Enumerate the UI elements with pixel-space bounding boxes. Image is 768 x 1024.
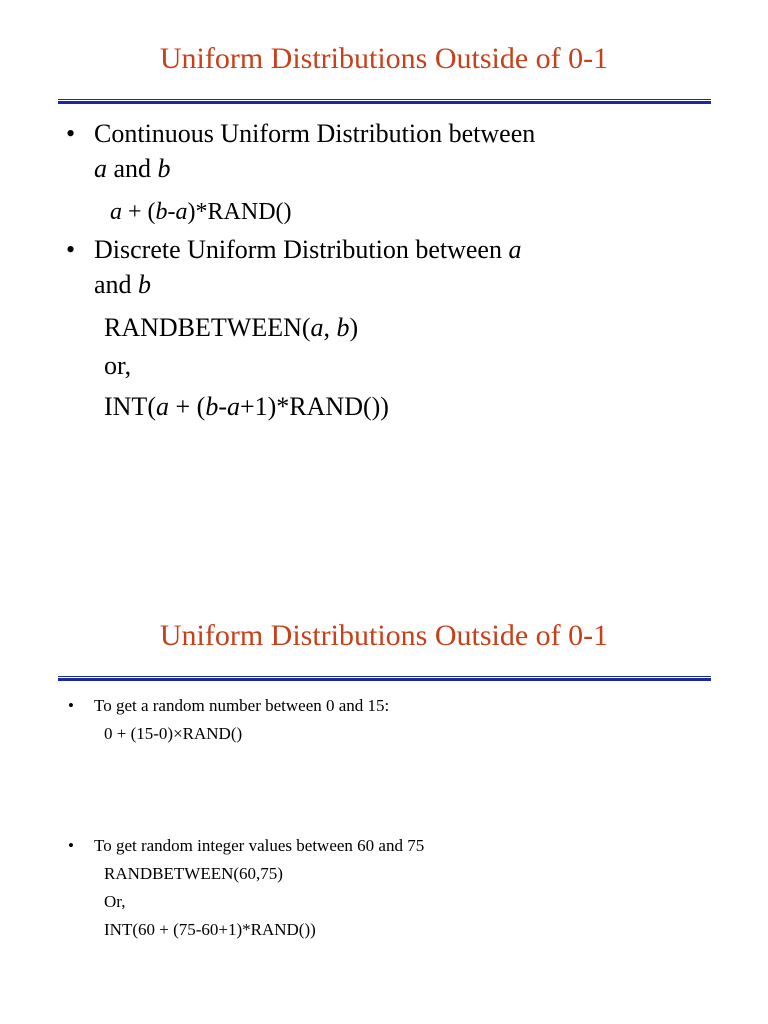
slide-2 xyxy=(0,512,768,1024)
var-a: a xyxy=(310,313,324,342)
slide-2-title-rule xyxy=(58,676,711,682)
var-a: a xyxy=(508,235,522,264)
var-b: b xyxy=(205,392,219,421)
var-b: b xyxy=(138,270,152,299)
continuous-formula xyxy=(110,196,292,228)
rule-thin-line xyxy=(58,99,711,100)
or-text: or, xyxy=(104,351,132,380)
text-and: and xyxy=(94,270,139,299)
rule-thick-line xyxy=(58,101,711,104)
formula-text: RANDBETWEEN( xyxy=(104,313,311,342)
bullet-text: Discrete Uniform Distribution between xyxy=(94,235,509,264)
rule-thick-line xyxy=(58,678,711,681)
bullet-discrete-line2 xyxy=(94,269,151,301)
formula-text: - xyxy=(167,199,176,225)
formula-text: + ( xyxy=(122,199,156,225)
or-text: Or, xyxy=(104,892,126,911)
var-a: a xyxy=(226,392,240,421)
rule-thin-line xyxy=(58,676,711,677)
formula-text: - xyxy=(218,392,227,421)
formula-text: , xyxy=(323,313,337,342)
bullet-dot: • xyxy=(66,119,76,148)
var-b: b xyxy=(155,199,168,225)
bullet-dot: • xyxy=(66,235,76,264)
formula-text: +1)*RAND()) xyxy=(239,392,389,421)
var-a: a xyxy=(155,392,169,421)
random-number-formula: 0 + (15-0)×RAND() xyxy=(104,724,243,743)
bullet-dot: • xyxy=(68,696,74,715)
randbetween-example: RANDBETWEEN(60,75) xyxy=(104,864,283,883)
formula-text: + ( xyxy=(168,392,206,421)
var-a: a xyxy=(94,154,107,183)
bullet-discrete-line1 xyxy=(94,234,521,266)
slide-1-title-rule xyxy=(58,99,711,105)
var-b: b xyxy=(157,154,171,183)
int-example: INT(60 + (75-60+1)*RAND()) xyxy=(104,920,316,939)
bullet-dot: • xyxy=(68,836,74,855)
var-a: a xyxy=(110,199,122,225)
bullet-random-number: To get a random number between 0 and 15: xyxy=(94,696,390,715)
formula-text: ) xyxy=(349,313,359,342)
formula-text: INT( xyxy=(104,392,156,421)
var-a: a xyxy=(175,199,188,225)
slide-1-title: Uniform Distributions Outside of 0-1 xyxy=(159,42,609,75)
formula-text: )*RAND() xyxy=(187,199,292,225)
slide-2-title: Uniform Distributions Outside of 0-1 xyxy=(159,619,609,652)
int-formula xyxy=(104,391,389,423)
bullet-continuous-line1: Continuous Uniform Distribution between xyxy=(94,119,536,148)
bullet-continuous-line2 xyxy=(94,153,171,185)
randbetween-formula xyxy=(104,312,358,344)
text-and: and xyxy=(107,154,158,183)
bullet-random-integer: To get random integer values between 60 and 75 xyxy=(94,836,425,855)
var-b: b xyxy=(336,313,350,342)
